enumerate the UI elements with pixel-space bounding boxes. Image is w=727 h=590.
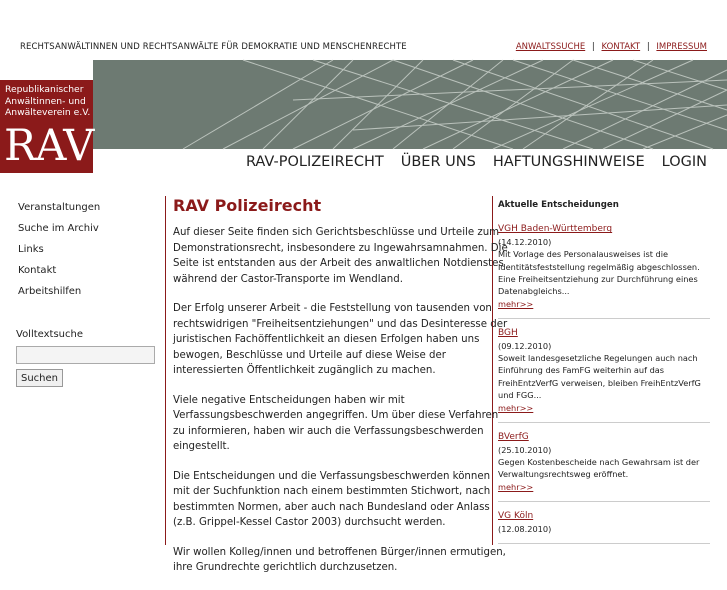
decision-more-link[interactable]: mehr>>	[498, 481, 534, 492]
nav-polizeirecht[interactable]: RAV-POLIZEIRECHT	[245, 154, 384, 170]
article-body	[173, 225, 508, 590]
link-impressum[interactable]: IMPRESSUM	[656, 42, 707, 52]
nav-haftungshinweise[interactable]: HAFTUNGSHINWEISE	[492, 154, 645, 170]
decision-summary: Soweit landesgesetzliche Regelungen auch nach Einführung des FamFG weiterhin auf das FreihEntzVerfG verweisen, bleiben FreihEntzVerfG und FGG...	[498, 353, 701, 401]
article-paragraph: Die Entscheidungen und die Verfassungsbeschwerden können mit der Suchfunktion nach einem bestimmten Stichwort, nach bestimmten Normen, aber auch nach Bundesland oder Anlass (z.B. Grippel-Kessel Castor 2003) durchsucht werden.	[173, 470, 491, 528]
sidebar-item-veranstaltungen[interactable]: Veranstaltungen	[18, 202, 101, 213]
decision-date: (14.12.2010)	[498, 236, 552, 247]
content-divider-left	[165, 196, 166, 545]
decision-more-link[interactable]: mehr>>	[498, 402, 534, 413]
decision-date: (09.12.2010)	[498, 340, 552, 351]
logo-line-2: Anwältinnen- und	[5, 95, 86, 107]
nav-login[interactable]: LOGIN	[661, 154, 707, 170]
top-links	[516, 42, 707, 52]
decision-court-link[interactable]: BVerfG	[498, 432, 529, 443]
sidebar-item-arbeitshilfen[interactable]: Arbeitshilfen	[18, 286, 82, 297]
recent-decisions-title: Aktuelle Entscheidungen	[498, 200, 619, 210]
decision-entry	[498, 431, 710, 502]
decision-summary: Mit Vorlage des Personalausweises ist die Identitätsfeststellung regelmäßig abgeschlossen. Eine Freiheitsentziehung zur Durchführung eines Datenabgleichs...	[498, 249, 700, 297]
logo-line-1: Republikanischer	[5, 84, 84, 95]
search-input[interactable]	[16, 346, 155, 364]
header-banner	[93, 60, 727, 149]
article-paragraph: Auf dieser Seite finden sich Gerichtsbeschlüsse und Urteile zum Demonstrationsrecht, insbesondere zu Ingewahrsamnahmen. Die Seite ist entstanden aus der Arbeit des anwaltlichen Notdienstes während der Castor-Transporte im Wendland.	[173, 227, 508, 285]
separator: |	[646, 42, 650, 52]
decision-date: (25.10.2010)	[498, 444, 552, 455]
page-title: RAV Polizeirecht	[173, 196, 322, 215]
decision-date: (12.08.2010)	[498, 523, 552, 534]
decision-summary: Gegen Kostenbescheide nach Gewahrsam ist der Verwaltungsrechtsweg eröffnet.	[498, 456, 700, 480]
logo-text	[5, 84, 90, 119]
separator: |	[591, 42, 595, 52]
sidebar-nav	[18, 201, 100, 306]
logo-acronym: RAV	[4, 121, 94, 171]
banner-lines-graphic	[93, 60, 727, 149]
decision-entry	[498, 327, 710, 423]
search-label: Volltextsuche	[16, 329, 84, 340]
decision-court-link[interactable]: BGH	[498, 328, 518, 339]
decision-court-link[interactable]: VGH Baden-Württemberg	[498, 224, 613, 235]
decision-more-link[interactable]: mehr>>	[498, 298, 534, 309]
decision-entry	[498, 510, 710, 544]
sidebar-item-links[interactable]: Links	[18, 244, 44, 255]
search-button[interactable]: Suchen	[16, 369, 63, 387]
decision-court-link[interactable]: VG Köln	[498, 511, 534, 522]
link-kontakt[interactable]: KONTAKT	[601, 42, 641, 52]
logo-line-3: Anwälteverein e.V.	[5, 107, 91, 118]
recent-decisions	[498, 199, 710, 552]
article-paragraph: Viele negative Entscheidungen haben wir mit Verfassungsbeschwerden angegriffen. Um über diese Verfahren zu informieren, haben wir auch die Verfassungsbeschwerden eingestellt.	[173, 394, 499, 452]
article-paragraph: Der Erfolg unserer Arbeit - die Feststellung von tausenden von rechtswidrigen "Freiheitsentziehungen" und das Desinteresse der juristischen Fachöffentlichkeit an diesen Erfolgen haben uns bewogen, Beschlüsse und Urteile auf diese Weise der interessierten Öffentlichkeit zugänglich zu machen.	[173, 303, 508, 376]
sidebar-item-suche-im-archiv[interactable]: Suche im Archiv	[18, 223, 99, 234]
article-paragraph: Wir wollen Kolleg/innen und betroffenen Bürger/innen ermutigen, ihre Grundrechte gerichtlich durchzusetzen.	[173, 546, 506, 573]
nav-ueber-uns[interactable]: ÜBER UNS	[400, 154, 476, 170]
link-anwaltssuche[interactable]: ANWALTSSUCHE	[515, 42, 586, 52]
rav-logo[interactable]	[0, 80, 93, 173]
decision-entry	[498, 223, 710, 319]
main-nav	[246, 154, 707, 170]
sidebar-item-kontakt[interactable]: Kontakt	[18, 265, 57, 276]
site-tagline: RECHTSANWÄLTINNEN UND RECHTSANWÄLTE FÜR DEMOKRATIE UND MENSCHENRECHTE	[20, 42, 407, 52]
